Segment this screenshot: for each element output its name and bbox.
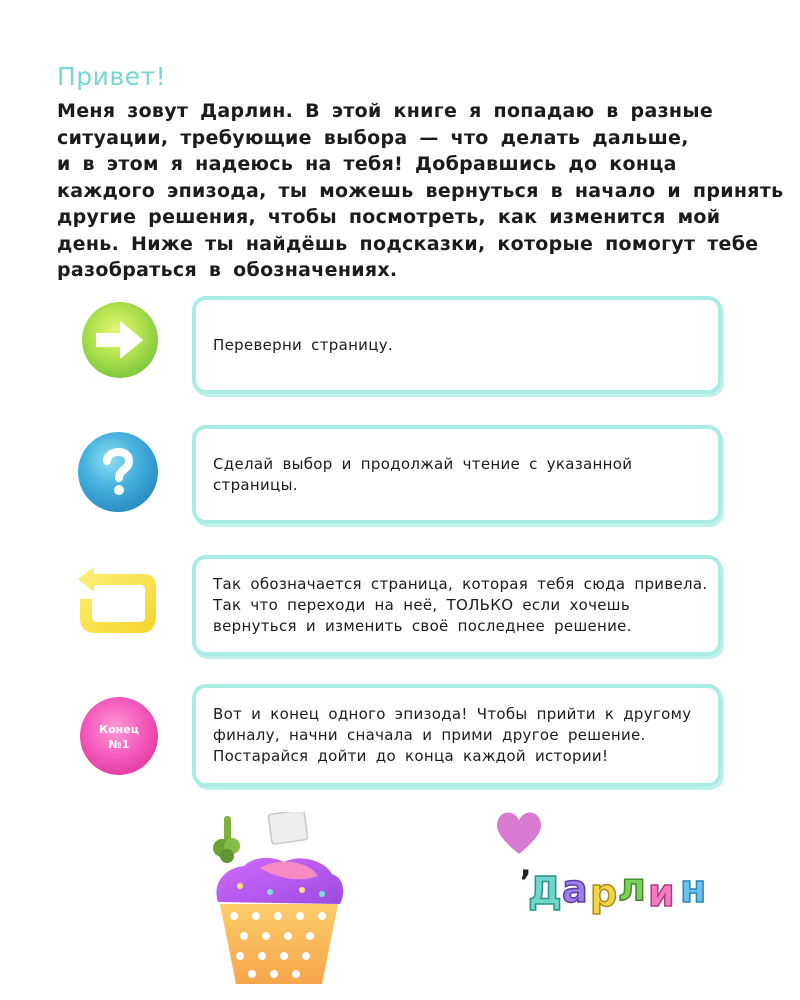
hint-text: Сделай выбор и продолжай чтение с указанной: [213, 454, 633, 473]
hint-box-make-choice: [192, 425, 722, 524]
question-mark-icon: [76, 430, 160, 514]
hint-text: Постарайся дойти до конца каждой истории!: [213, 747, 609, 765]
hint-text: вернуться и изменить своё последнее решение.: [213, 617, 632, 635]
svg-text:Д: Д: [528, 869, 562, 913]
intro-line: Меня зовут Дарлин. В этой книге я попадаю в разные: [57, 100, 714, 122]
signature-name: [522, 856, 742, 918]
hint-box-previous-page: [192, 555, 722, 656]
intro-line: день. Ниже ты найдёшь подсказки, которые помогут тебе: [57, 232, 759, 255]
hint-text: Так обозначается страница, которая тебя сюда привела.: [213, 575, 708, 593]
hint-text: финалу, начни сначала и прими другое решение.: [213, 726, 646, 744]
end-badge-number: №1: [108, 738, 130, 751]
intro-line: разобраться в обозначениях.: [57, 259, 398, 281]
hint-text: Так что переходи на неё, ТОЛЬКО если хочешь: [213, 596, 630, 614]
hint-text: Переверни страницу.: [213, 335, 393, 354]
svg-text:р: р: [590, 871, 618, 915]
hint-box-episode-end: [192, 684, 722, 787]
return-arrow-icon: [74, 565, 164, 637]
arrow-right-icon: [80, 300, 160, 380]
svg-text:н: н: [680, 867, 707, 911]
signature-comma: ,: [520, 848, 532, 883]
svg-text:а: а: [562, 867, 588, 911]
greeting-title: Привет!: [57, 62, 167, 91]
end-badge-icon: [78, 695, 160, 777]
hint-text: страницы.: [213, 475, 298, 494]
intro-paragraph: [57, 98, 784, 284]
heart-icon: [494, 810, 544, 856]
svg-text:и: и: [648, 871, 675, 915]
intro-line: другие решения, чтобы посмотреть, как изменится мой: [57, 206, 721, 228]
hint-text: Вот и конец одного эпизода! Чтобы прийти к другому: [213, 705, 692, 723]
intro-line: и в этом я надеюсь на тебя! Добравшись до конца: [57, 153, 677, 175]
hint-box-turn-page: [192, 296, 722, 394]
intro-line: ситуации, требующие выбора — что делать дальше,: [57, 126, 689, 149]
intro-line: каждого эпизода, ты можешь вернуться в начало и принять: [57, 179, 784, 202]
svg-text:л: л: [618, 865, 646, 909]
cupcake-illustration: [210, 812, 350, 987]
end-badge-label: Конец: [99, 723, 139, 736]
